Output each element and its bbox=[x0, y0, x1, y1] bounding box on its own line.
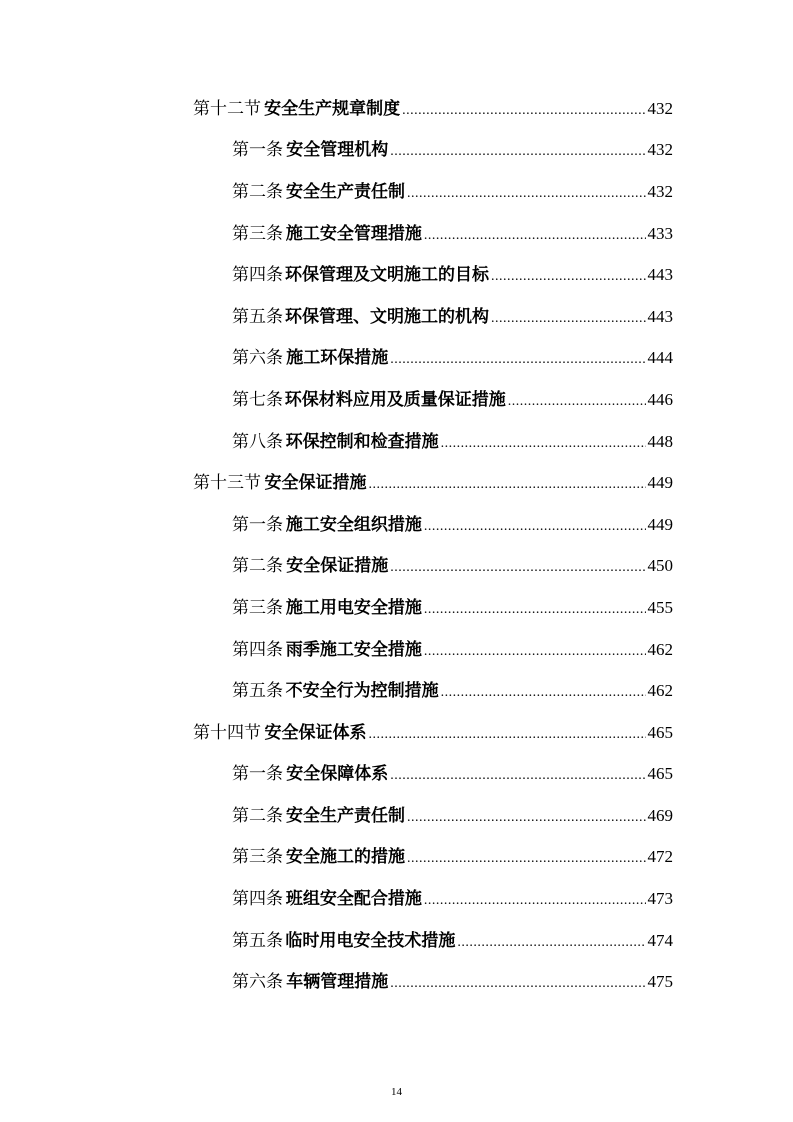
toc-leader-dots bbox=[390, 561, 645, 575]
table-of-contents bbox=[0, 88, 793, 1003]
toc-entry-title: 安全保证措施 bbox=[264, 473, 367, 494]
toc-entry-title: 施工安全组织措施 bbox=[285, 514, 422, 535]
toc-leader-dots bbox=[407, 811, 645, 825]
page-number: 14 bbox=[391, 1086, 402, 1098]
toc-entry-article[interactable] bbox=[0, 130, 793, 172]
toc-leader-dots bbox=[441, 437, 646, 451]
toc-entry-prefix: 第十二节 bbox=[193, 98, 261, 119]
toc-entry-title: 班组安全配合措施 bbox=[285, 889, 422, 910]
toc-entry-page: 433 bbox=[647, 223, 673, 243]
toc-entry-prefix: 第六条 bbox=[232, 348, 283, 369]
toc-entry-prefix: 第十三节 bbox=[193, 473, 261, 494]
toc-leader-dots bbox=[402, 104, 645, 118]
toc-entry-prefix: 第八条 bbox=[232, 431, 283, 452]
toc-entry-page: 449 bbox=[647, 473, 673, 493]
toc-entry-page: 448 bbox=[647, 431, 673, 451]
toc-entry-article[interactable] bbox=[0, 670, 793, 712]
toc-leader-dots bbox=[491, 312, 646, 326]
toc-leader-dots bbox=[407, 852, 645, 866]
toc-leader-dots bbox=[390, 353, 645, 367]
toc-leader-dots bbox=[424, 603, 646, 617]
toc-entry-article[interactable] bbox=[0, 546, 793, 588]
toc-entry-prefix: 第三条 bbox=[232, 597, 283, 618]
toc-entry-title: 施工安全管理措施 bbox=[285, 223, 422, 244]
toc-entry-prefix: 第三条 bbox=[232, 223, 283, 244]
toc-entry-title: 环保管理及文明施工的目标 bbox=[284, 265, 489, 286]
toc-entry-page: 444 bbox=[647, 348, 673, 368]
toc-entry-prefix: 第二条 bbox=[232, 805, 283, 826]
toc-entry-title: 安全管理机构 bbox=[286, 140, 389, 161]
toc-entry-article[interactable] bbox=[0, 504, 793, 546]
toc-entry-title: 环保材料应用及质量保证措施 bbox=[284, 389, 506, 410]
toc-entry-article[interactable] bbox=[0, 878, 793, 920]
toc-entry-prefix: 第四条 bbox=[232, 639, 283, 660]
toc-leader-dots bbox=[508, 395, 646, 409]
toc-entry-prefix: 第二条 bbox=[232, 181, 283, 202]
toc-entry-prefix: 第一条 bbox=[232, 140, 283, 161]
toc-entry-page: 455 bbox=[647, 597, 673, 617]
toc-entry-page: 432 bbox=[647, 98, 673, 118]
toc-entry-page: 462 bbox=[647, 681, 673, 701]
toc-entry-page: 450 bbox=[647, 556, 673, 576]
toc-entry-article[interactable] bbox=[0, 421, 793, 463]
toc-entry-page: 475 bbox=[647, 972, 673, 992]
toc-entry-title: 安全生产规章制度 bbox=[264, 98, 401, 119]
toc-leader-dots bbox=[441, 686, 646, 700]
toc-entry-title: 安全保障体系 bbox=[286, 764, 389, 785]
toc-entry-article[interactable] bbox=[0, 379, 793, 421]
toc-entry-prefix: 第三条 bbox=[232, 847, 283, 868]
toc-leader-dots bbox=[369, 728, 646, 742]
toc-entry-prefix: 第十四节 bbox=[193, 722, 261, 743]
toc-entry-article[interactable] bbox=[0, 296, 793, 338]
toc-entry-article[interactable] bbox=[0, 837, 793, 879]
toc-entry-page: 472 bbox=[647, 847, 673, 867]
toc-leader-dots bbox=[390, 977, 645, 991]
toc-leader-dots bbox=[424, 645, 646, 659]
toc-entry-section[interactable] bbox=[0, 88, 793, 130]
toc-entry-title: 环保控制和检查措施 bbox=[285, 431, 439, 452]
toc-entry-page: 462 bbox=[647, 639, 673, 659]
toc-entry-page: 443 bbox=[647, 265, 673, 285]
toc-entry-page: 469 bbox=[647, 805, 673, 825]
toc-entry-title: 安全生产责任制 bbox=[286, 805, 406, 826]
toc-entry-prefix: 第一条 bbox=[232, 514, 283, 535]
toc-entry-page: 474 bbox=[647, 930, 673, 950]
toc-entry-page: 473 bbox=[647, 889, 673, 909]
toc-entry-prefix: 第四条 bbox=[232, 265, 283, 286]
toc-entry-article[interactable] bbox=[0, 171, 793, 213]
toc-entry-title: 雨季施工安全措施 bbox=[285, 639, 422, 660]
toc-entry-title: 安全生产责任制 bbox=[286, 181, 406, 202]
toc-entry-title: 安全保证体系 bbox=[264, 722, 367, 743]
toc-entry-page: 465 bbox=[647, 722, 673, 742]
toc-entry-page: 432 bbox=[647, 181, 673, 201]
toc-entry-title: 安全施工的措施 bbox=[286, 847, 406, 868]
toc-entry-prefix: 第五条 bbox=[232, 306, 283, 327]
toc-entry-article[interactable] bbox=[0, 795, 793, 837]
toc-entry-article[interactable] bbox=[0, 920, 793, 962]
toc-entry-page: 446 bbox=[647, 389, 673, 409]
toc-entry-page: 432 bbox=[647, 140, 673, 160]
toc-leader-dots bbox=[407, 187, 645, 201]
toc-entry-page: 465 bbox=[647, 764, 673, 784]
toc-entry-title: 临时用电安全技术措施 bbox=[285, 930, 456, 951]
toc-entry-prefix: 第二条 bbox=[232, 556, 283, 577]
toc-entry-article[interactable] bbox=[0, 754, 793, 796]
toc-entry-title: 不安全行为控制措施 bbox=[285, 681, 439, 702]
toc-entry-prefix: 第五条 bbox=[232, 930, 283, 951]
toc-entry-section[interactable] bbox=[0, 462, 793, 504]
toc-entry-title: 车辆管理措施 bbox=[286, 972, 389, 993]
toc-entry-article[interactable] bbox=[0, 254, 793, 296]
toc-entry-prefix: 第五条 bbox=[232, 681, 283, 702]
toc-entry-title: 施工环保措施 bbox=[286, 348, 389, 369]
toc-entry-article[interactable] bbox=[0, 961, 793, 1003]
toc-leader-dots bbox=[424, 520, 646, 534]
toc-entry-title: 环保管理、文明施工的机构 bbox=[284, 306, 489, 327]
toc-entry-page: 449 bbox=[647, 514, 673, 534]
toc-entry-prefix: 第七条 bbox=[232, 389, 283, 410]
toc-entry-page: 443 bbox=[647, 306, 673, 326]
toc-entry-article[interactable] bbox=[0, 213, 793, 255]
toc-leader-dots bbox=[491, 270, 646, 284]
toc-leader-dots bbox=[457, 936, 645, 950]
toc-leader-dots bbox=[369, 478, 646, 492]
toc-entry-prefix: 第一条 bbox=[232, 764, 283, 785]
toc-entry-article[interactable] bbox=[0, 587, 793, 629]
toc-leader-dots bbox=[390, 145, 645, 159]
toc-leader-dots bbox=[424, 894, 646, 908]
toc-entry-prefix: 第六条 bbox=[232, 972, 283, 993]
toc-entry-article[interactable] bbox=[0, 629, 793, 671]
toc-entry-article[interactable] bbox=[0, 338, 793, 380]
toc-leader-dots bbox=[424, 229, 646, 243]
toc-entry-prefix: 第四条 bbox=[232, 889, 283, 910]
toc-leader-dots bbox=[390, 769, 645, 783]
toc-entry-title: 安全保证措施 bbox=[286, 556, 389, 577]
toc-entry-section[interactable] bbox=[0, 712, 793, 754]
toc-entry-title: 施工用电安全措施 bbox=[285, 597, 422, 618]
